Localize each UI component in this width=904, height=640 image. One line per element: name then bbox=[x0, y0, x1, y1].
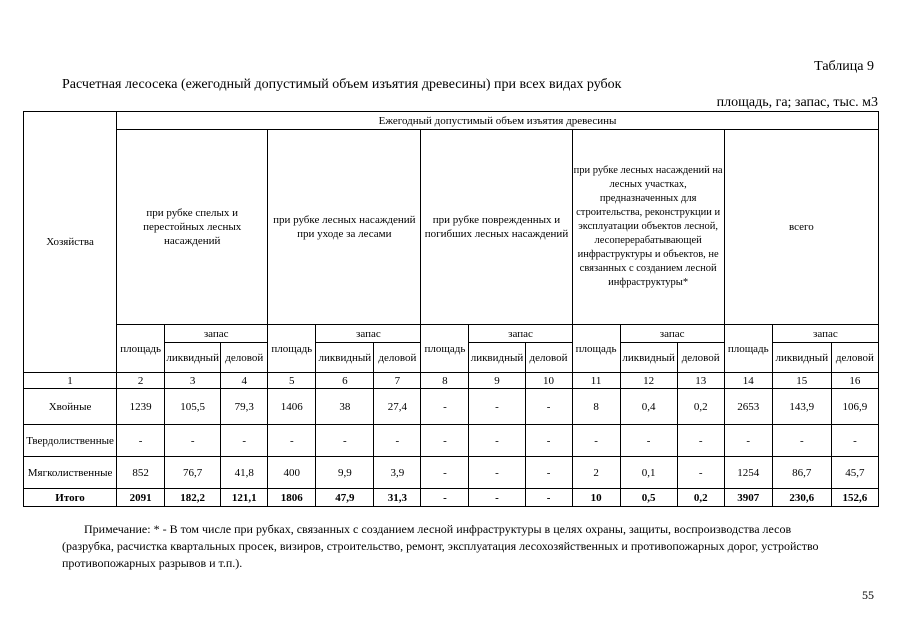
column-number: 9 bbox=[469, 373, 525, 389]
table-cell: - bbox=[525, 489, 572, 507]
table-cell: 27,4 bbox=[374, 389, 421, 425]
column-number: 4 bbox=[221, 373, 268, 389]
table-cell: 45,7 bbox=[831, 457, 878, 489]
page-number: 55 bbox=[862, 588, 874, 602]
header-area: площадь bbox=[268, 325, 316, 373]
table-cell: 230,6 bbox=[772, 489, 831, 507]
table-cell: 1806 bbox=[268, 489, 316, 507]
header-group-infrastructure: при рубке лесных насаждений на лесных участках, предназначенных для строительства, реконструкции и эксплуатации объектов лесной, лесоперерабатывающей инфраструктуры и объектов, не связанных с созданием лесной инфраструктуры* bbox=[572, 130, 724, 325]
table-title: Расчетная лесосека (ежегодный допустимый объем изъятия древесины) при всех видах рубок bbox=[62, 77, 622, 92]
header-liquid: ликвидный bbox=[165, 343, 221, 373]
table-cell: - bbox=[165, 425, 221, 457]
table-cell: - bbox=[316, 425, 374, 457]
header-business: деловой bbox=[221, 343, 268, 373]
table-cell: 38 bbox=[316, 389, 374, 425]
column-number: 14 bbox=[724, 373, 772, 389]
table-row bbox=[24, 389, 879, 425]
footnote: Примечание: * - В том числе при рубках, связанных с созданием лесной инфраструктуры в целях охраны, защиты, воспроизводства лесов bbox=[84, 522, 792, 536]
column-number-row bbox=[24, 373, 879, 389]
table-row bbox=[24, 425, 879, 457]
row-name: Хвойные bbox=[24, 389, 117, 425]
table-cell: - bbox=[677, 425, 724, 457]
table-cell: 0,2 bbox=[677, 489, 724, 507]
table-cell: - bbox=[831, 425, 878, 457]
units-note: площадь, га; запас, тыс. м3 bbox=[716, 95, 878, 110]
column-number: 7 bbox=[374, 373, 421, 389]
column-number: 3 bbox=[165, 373, 221, 389]
table-cell: - bbox=[421, 489, 469, 507]
table-cell: - bbox=[620, 425, 677, 457]
header-business: деловой bbox=[831, 343, 878, 373]
header-area: площадь bbox=[421, 325, 469, 373]
table-cell: - bbox=[117, 425, 165, 457]
column-number: 1 bbox=[24, 373, 117, 389]
table-cell: 143,9 bbox=[772, 389, 831, 425]
table-cell: 0,1 bbox=[620, 457, 677, 489]
table-cell: 31,3 bbox=[374, 489, 421, 507]
table-cell: 852 bbox=[117, 457, 165, 489]
header-area: площадь bbox=[572, 325, 620, 373]
table-cell: 79,3 bbox=[221, 389, 268, 425]
column-number: 11 bbox=[572, 373, 620, 389]
column-number: 12 bbox=[620, 373, 677, 389]
header-liquid: ликвидный bbox=[772, 343, 831, 373]
table-cell: - bbox=[724, 425, 772, 457]
harvest-table bbox=[23, 111, 879, 507]
row-name: Мягколиственные bbox=[24, 457, 117, 489]
table-cell: 0,5 bbox=[620, 489, 677, 507]
table-cell: 1254 bbox=[724, 457, 772, 489]
table-cell: 182,2 bbox=[165, 489, 221, 507]
table-cell: 2653 bbox=[724, 389, 772, 425]
table-cell: - bbox=[374, 425, 421, 457]
table-cell: - bbox=[572, 425, 620, 457]
table-cell: - bbox=[525, 389, 572, 425]
header-area: площадь bbox=[117, 325, 165, 373]
table-cell: - bbox=[469, 389, 525, 425]
table-cell: 106,9 bbox=[831, 389, 878, 425]
table-cell: 47,9 bbox=[316, 489, 374, 507]
header-annual-volume: Ежегодный допустимый объем изъятия древесины bbox=[117, 112, 879, 130]
table-cell: - bbox=[525, 457, 572, 489]
header-stock: запас bbox=[469, 325, 572, 343]
row-name: Твердолиственные bbox=[24, 425, 117, 457]
table-cell: - bbox=[421, 457, 469, 489]
header-area: площадь bbox=[724, 325, 772, 373]
table-cell: 41,8 bbox=[221, 457, 268, 489]
table-cell: 9,9 bbox=[316, 457, 374, 489]
table-cell: 86,7 bbox=[772, 457, 831, 489]
table-cell: 10 bbox=[572, 489, 620, 507]
table-cell: - bbox=[469, 425, 525, 457]
table-cell: - bbox=[772, 425, 831, 457]
table-cell: - bbox=[469, 489, 525, 507]
table-cell: 2091 bbox=[117, 489, 165, 507]
table-cell: - bbox=[421, 425, 469, 457]
header-group-care: при рубке лесных насаждений при уходе за лесами bbox=[268, 130, 421, 325]
table-cell: 3907 bbox=[724, 489, 772, 507]
table-cell: 400 bbox=[268, 457, 316, 489]
table-label: Таблица 9 bbox=[814, 59, 874, 74]
header-liquid: ликвидный bbox=[469, 343, 525, 373]
table-cell: - bbox=[469, 457, 525, 489]
table-row-total bbox=[24, 489, 879, 507]
table-cell: 0,4 bbox=[620, 389, 677, 425]
column-number: 10 bbox=[525, 373, 572, 389]
table-cell: - bbox=[525, 425, 572, 457]
footnote-continuation: (разрубка, расчистка квартальных просек, визиров, строительство, ремонт, эксплуатация лесохозяйственных и противопожарных дорог, устройство противопожарных разрывов и т.п.). bbox=[62, 539, 819, 570]
column-number: 8 bbox=[421, 373, 469, 389]
table-row bbox=[24, 457, 879, 489]
header-group-mature: при рубке спелых и перестойных лесных насаждений bbox=[117, 130, 268, 325]
header-business: деловой bbox=[525, 343, 572, 373]
header-row-2 bbox=[24, 130, 879, 325]
table-cell: 121,1 bbox=[221, 489, 268, 507]
column-number: 15 bbox=[772, 373, 831, 389]
header-farm: Хозяйства bbox=[24, 112, 117, 373]
table-cell: - bbox=[268, 425, 316, 457]
table-cell: 8 bbox=[572, 389, 620, 425]
header-stock: запас bbox=[165, 325, 268, 343]
table-cell: 76,7 bbox=[165, 457, 221, 489]
header-liquid: ликвидный bbox=[316, 343, 374, 373]
column-number: 13 bbox=[677, 373, 724, 389]
header-business: деловой bbox=[677, 343, 724, 373]
table-cell: 0,2 bbox=[677, 389, 724, 425]
column-number: 5 bbox=[268, 373, 316, 389]
row-name: Итого bbox=[24, 489, 117, 507]
header-stock: запас bbox=[316, 325, 421, 343]
table-cell: - bbox=[677, 457, 724, 489]
header-stock: запас bbox=[772, 325, 878, 343]
column-number: 2 bbox=[117, 373, 165, 389]
header-group-damaged: при рубке поврежденных и погибших лесных насаждений bbox=[421, 130, 572, 325]
header-liquid: ликвидный bbox=[620, 343, 677, 373]
table-cell: 105,5 bbox=[165, 389, 221, 425]
header-group-total: всего bbox=[724, 130, 878, 325]
table-cell: 1239 bbox=[117, 389, 165, 425]
header-business: деловой bbox=[374, 343, 421, 373]
table-cell: - bbox=[421, 389, 469, 425]
header-stock: запас bbox=[620, 325, 724, 343]
table-cell: 1406 bbox=[268, 389, 316, 425]
header-row-3 bbox=[24, 325, 879, 343]
column-number: 16 bbox=[831, 373, 878, 389]
column-number: 6 bbox=[316, 373, 374, 389]
table-cell: - bbox=[221, 425, 268, 457]
table-cell: 2 bbox=[572, 457, 620, 489]
header-row-1 bbox=[24, 112, 879, 130]
table-cell: 3,9 bbox=[374, 457, 421, 489]
table-cell: 152,6 bbox=[831, 489, 878, 507]
